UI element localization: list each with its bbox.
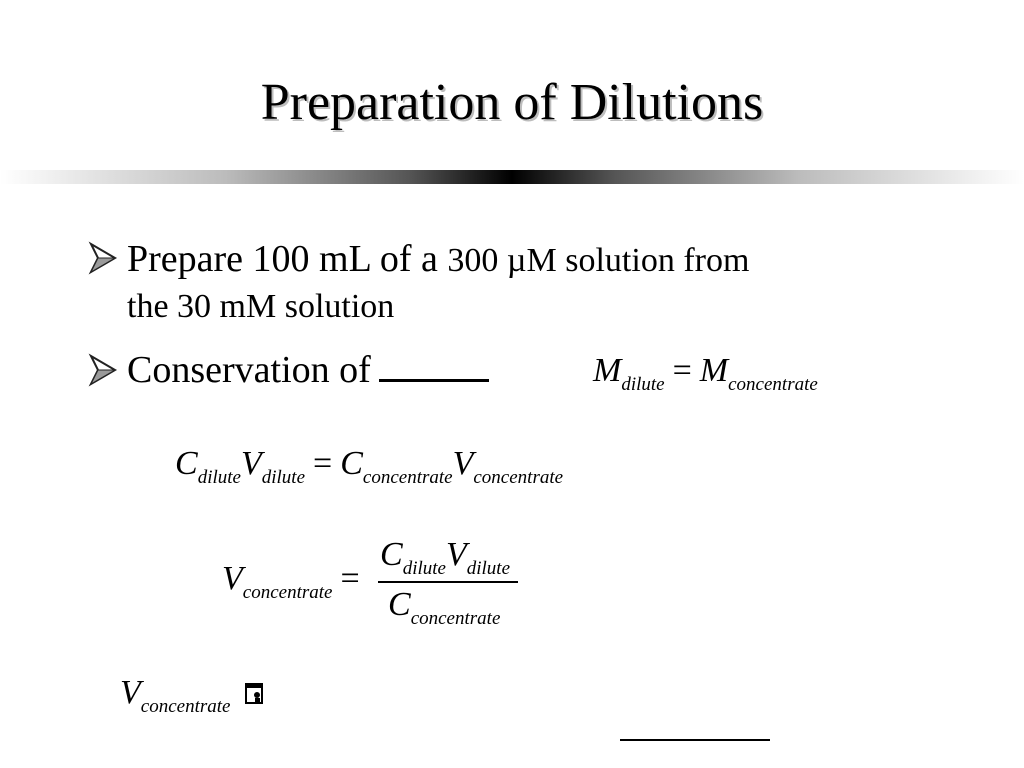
eq-symbol: V bbox=[240, 445, 262, 482]
bullet-1-part1: Prepare 100 mL of a bbox=[127, 238, 438, 280]
arrow-bullet-icon bbox=[88, 352, 118, 392]
eq-subscript: concentrate bbox=[410, 608, 501, 629]
fraction-numerator bbox=[380, 536, 510, 580]
eq-symbol: M bbox=[593, 352, 622, 389]
bullet-1-part2: 300 µM solution from bbox=[447, 242, 750, 279]
eq-subscript: dilute bbox=[197, 467, 241, 488]
eq-subscript: dilute bbox=[402, 558, 446, 579]
bullet-text-2 bbox=[127, 347, 489, 394]
title-divider bbox=[0, 170, 1024, 184]
eq-symbol: V bbox=[445, 536, 467, 573]
arrow-bullet-icon bbox=[88, 240, 118, 280]
eq-symbol: C bbox=[340, 445, 363, 482]
bullet-text-1 bbox=[127, 236, 749, 284]
eq-symbol: M bbox=[699, 352, 729, 389]
eq-symbol: C bbox=[388, 586, 411, 623]
eq-subscript: concentrate bbox=[362, 467, 453, 488]
result-lhs bbox=[120, 674, 230, 718]
eq-subscript: concentrate bbox=[140, 696, 231, 717]
fill-in-blank bbox=[379, 349, 489, 382]
eq-subscript: concentrate bbox=[728, 374, 818, 395]
eq-operator: = bbox=[340, 560, 360, 597]
moles-equation bbox=[593, 352, 818, 396]
bullet-1-line2: the 30 mM solution bbox=[127, 288, 395, 325]
eq-symbol: C bbox=[175, 445, 198, 482]
slide-title: Preparation of Dilutions bbox=[260, 74, 764, 131]
cv-equation bbox=[175, 445, 563, 489]
embedded-object-icon bbox=[245, 683, 265, 705]
fraction-denominator bbox=[388, 586, 500, 630]
eq-subscript: dilute bbox=[261, 467, 306, 488]
eq-symbol: C bbox=[380, 536, 403, 573]
eq-operator: = bbox=[672, 352, 692, 389]
eq-symbol: V bbox=[120, 674, 141, 711]
fraction-bar bbox=[378, 581, 518, 583]
bullet-2-text: Conservation of bbox=[127, 349, 371, 391]
eq-subscript: concentrate bbox=[242, 582, 333, 603]
eq-subscript: concentrate bbox=[473, 467, 564, 488]
eq-symbol: V bbox=[222, 560, 243, 597]
eq-symbol: V bbox=[452, 445, 474, 482]
eq-subscript: dilute bbox=[621, 374, 665, 395]
solved-lhs bbox=[222, 560, 368, 604]
eq-subscript: dilute bbox=[466, 558, 511, 579]
eq-operator: = bbox=[313, 445, 333, 482]
answer-blank-line bbox=[620, 739, 770, 741]
